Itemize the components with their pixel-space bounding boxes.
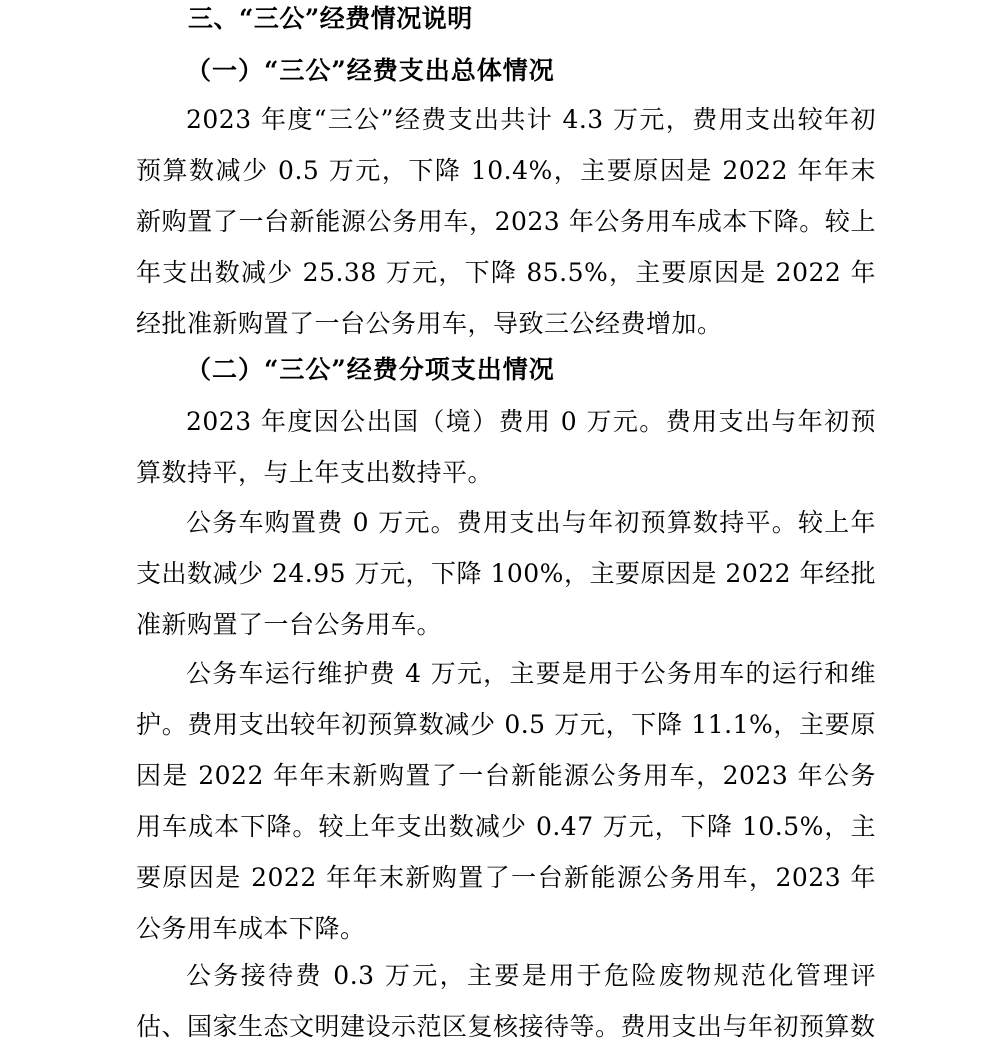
reception-paragraph: 公务接待费 0.3 万元，主要是用于危险废物规范化管理评估、国家生态文明建设示范区复核接待等。费用支出与年初预算数	[136, 961, 876, 1041]
vehicle-purchase-paragraph: 公务车购置费 0 万元。费用支出与年初预算数持平。较上年支出数减少 24.95 万元，下降 100%，主要原因是 2022 年经批准新购置了一台公务用车。	[136, 508, 876, 639]
itemized-subheading: （二）“三公”经费分项支出情况	[186, 355, 555, 384]
overall-subheading: （一）“三公”经费支出总体情况	[186, 56, 555, 85]
vehicle-operation-paragraph: 公务车运行维护费 4 万元，主要是用于公务用车的运行和维护。费用支出较年初预算数减少 0.5 万元，下降 11.1%，主要原因是 2022 年年末新购置了一台新能源公务用车，2023 年公务用车成本下降。较上年支出数减少 0.47 万元，下降 10.5%，主要原因是 2022 年年末新购置了一台新能源公务用车，2023 年公务用车成本下降。	[136, 659, 876, 943]
section-heading: 三、“三公”经费情况说明	[188, 4, 473, 33]
overall-paragraph: 2023 年度“三公”经费支出共计 4.3 万元，费用支出较年初预算数减少 0.5 万元，下降 10.4%，主要原因是 2022 年年末新购置了一台新能源公务用车，2023 年公务用车成本下降。较上年支出数减少 25.38 万元，下降 85.5%，主要原因是 2022 年经批准新购置了一台公务用车，导致三公经费增加。	[136, 105, 876, 338]
travel-abroad-paragraph: 2023 年度因公出国（境）费用 0 万元。费用支出与年初预算数持平，与上年支出数持平。	[136, 407, 876, 487]
